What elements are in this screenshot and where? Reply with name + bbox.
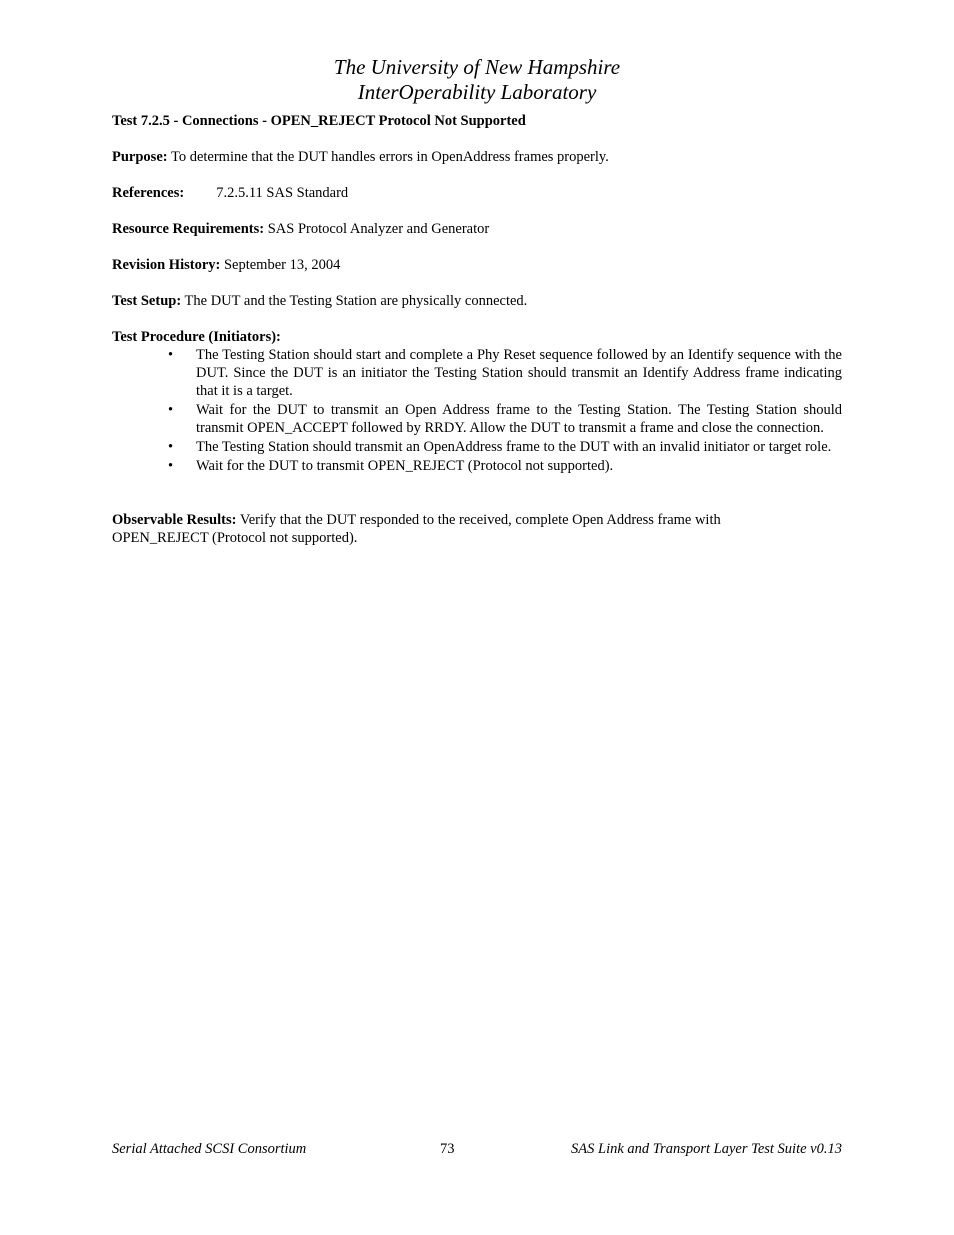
purpose-section [112,148,842,166]
revision-text: September 13, 2004 [223,257,341,273]
document-body [112,112,842,547]
setup-text: The DUT and the Testing Station are physically connected. [184,293,528,309]
revision-section [112,256,842,274]
resource-label: Resource Requirements: [112,221,265,237]
observable-text: Verify that the DUT responded to the received, complete Open Address frame with OPEN_REJECT (Protocol not supported). [112,512,721,546]
purpose-text: To determine that the DUT handles errors in OpenAddress frames properly. [170,149,609,165]
procedure-step-text: Wait for the DUT to transmit an Open Address frame to the Testing Station. The Testing Station should transmit OPEN_ACCEPT followed by RRDY. Allow the DUT to transmit a frame and close the connection. [196,402,842,436]
references-text: 7.2.5.11 SAS Standard [216,185,349,201]
procedure-step-text: The Testing Station should start and complete a Phy Reset sequence followed by an Identify sequence with the DUT. Since the DUT is an initiator the Testing Station should transmit an Identify Address frame indicating that it is a target. [196,347,842,399]
resource-text: SAS Protocol Analyzer and Generator [267,221,490,237]
procedure-step-text: Wait for the DUT to transmit OPEN_REJECT (Protocol not supported). [196,458,614,474]
bullet-icon: • [168,458,174,474]
procedure-label: Test Procedure (Initiators): [112,329,281,345]
references-label: References: [112,185,185,201]
purpose-label: Purpose: [112,149,168,165]
list-item [112,438,842,456]
setup-section [112,292,842,310]
list-item [112,401,842,437]
references-section [112,184,842,202]
bullet-icon: • [168,347,174,363]
page-header [0,55,954,105]
procedure-list [112,346,842,475]
page-footer [112,1140,842,1160]
footer-suite-title: SAS Link and Transport Layer Test Suite v0.13 [571,1141,842,1157]
header-institution: The University of New Hampshire [333,55,621,79]
resource-section [112,220,842,238]
setup-label: Test Setup: [112,293,182,309]
test-title: Test 7.2.5 - Connections - OPEN_REJECT Protocol Not Supported [112,113,526,129]
revision-label: Revision History: [112,257,221,273]
list-item [112,346,842,400]
procedure-step-text: The Testing Station should transmit an OpenAddress frame to the DUT with an invalid initiator or target role. [196,439,832,455]
bullet-icon: • [168,439,174,455]
page-number: 73 [440,1141,455,1157]
procedure-section [112,328,842,475]
header-laboratory: InterOperability Laboratory [357,80,597,104]
observable-label: Observable Results: [112,512,237,528]
observable-section [112,511,802,547]
bullet-icon: • [168,402,174,418]
footer-consortium: Serial Attached SCSI Consortium [112,1141,307,1157]
list-item [112,457,842,475]
